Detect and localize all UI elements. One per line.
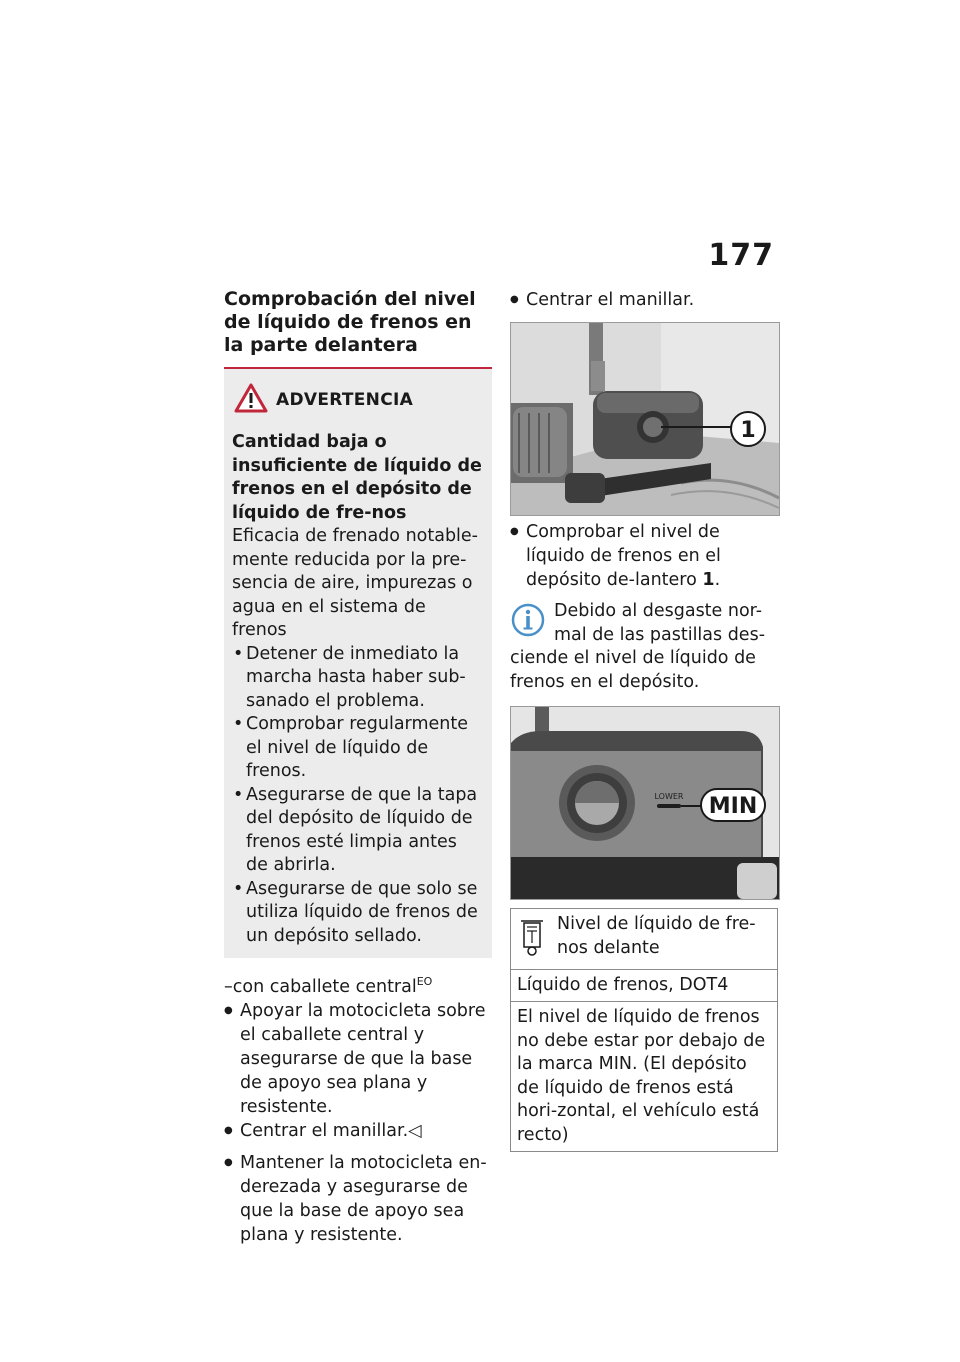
info-text: Debido al desgaste nor-mal de las pastillas des-ciende el nivel de líquido de frenos en el depósito. [510, 601, 766, 692]
spec-fluid: Líquido de frenos, DOT4 [511, 969, 778, 1002]
warning-label: ADVERTENCIA [276, 390, 414, 410]
list-item: • Asegurarse de que solo se utiliza líquido de frenos de un depósito sellado. [232, 878, 484, 949]
warning-list [232, 643, 484, 949]
step-item: ● Centrar el manillar.◁ [224, 1119, 492, 1143]
lower-label: LOWER [654, 792, 684, 801]
step-text: Comprobar el nivel de líquido de frenos en el depósito de-lantero [526, 522, 721, 590]
steps-c [510, 288, 780, 312]
spec-heading: Nivel de líquido de fre-nos delante [557, 914, 756, 958]
steps-a [224, 999, 492, 1143]
condition [224, 970, 492, 999]
step-item: ● Mantener la motocicleta en-derezada y asegurarse de que la base de apoyo sea plana y resistente. [224, 1151, 492, 1247]
page-number: 177 [708, 238, 774, 273]
right-column [510, 288, 780, 1152]
step-item [510, 520, 780, 592]
warning-triangle-icon [234, 383, 268, 417]
condition-superscript: EO [416, 975, 433, 988]
figure-reservoir-min-mark [510, 706, 780, 900]
spec-heading-cell [511, 909, 778, 970]
list-item: • Comprobar regularmente el nivel de líquido de frenos. [232, 713, 484, 784]
steps-d [510, 520, 780, 592]
warning-box [224, 369, 492, 958]
section-title: Comprobación del nivel de líquido de frenos en la parte delantera [224, 288, 476, 356]
info-note [510, 600, 780, 694]
figure-callout-1: 1 [740, 418, 756, 443]
figure-reservoir-handlebar [510, 322, 780, 516]
reservoir-level-icon [517, 913, 547, 965]
left-column [224, 288, 492, 1247]
reservoir-min-photo [511, 707, 779, 899]
step-ref: 1 [702, 570, 715, 590]
steps-b [224, 1151, 492, 1247]
list-item: • Asegurarse de que la tapa del depósito de líquido de frenos esté limpia antes de abrirla. [232, 784, 484, 878]
warning-header [234, 383, 484, 417]
step-end: . [714, 570, 721, 590]
condition-text: –con caballete central [224, 976, 417, 997]
min-mark-label: MIN [708, 794, 758, 819]
step-item: ● Centrar el manillar. [510, 288, 780, 312]
warning-consequence: Eficacia de frenado notable-mente reducida por la pre-sencia de aire, impurezas o agua en el sistema de frenos [232, 526, 478, 640]
spec-table [510, 908, 778, 1152]
info-icon [510, 600, 548, 640]
spec-note: El nivel de líquido de frenos no debe estar por debajo de la marca MIN. (El depósito de líquido de frenos está hori-zontal, el vehículo está recto) [511, 1002, 778, 1152]
warning-title: Cantidad baja o insuficiente de líquido de frenos en el depósito de líquido de fre-nos [232, 432, 482, 523]
step-item: ● Apoyar la motocicleta sobre el caballete central y asegurarse de que la base de apoyo sea plana y resistente. [224, 999, 492, 1119]
list-item: • Detener de inmediato la marcha hasta haber sub-sanado el problema. [232, 643, 484, 714]
reservoir-photo [511, 323, 779, 515]
